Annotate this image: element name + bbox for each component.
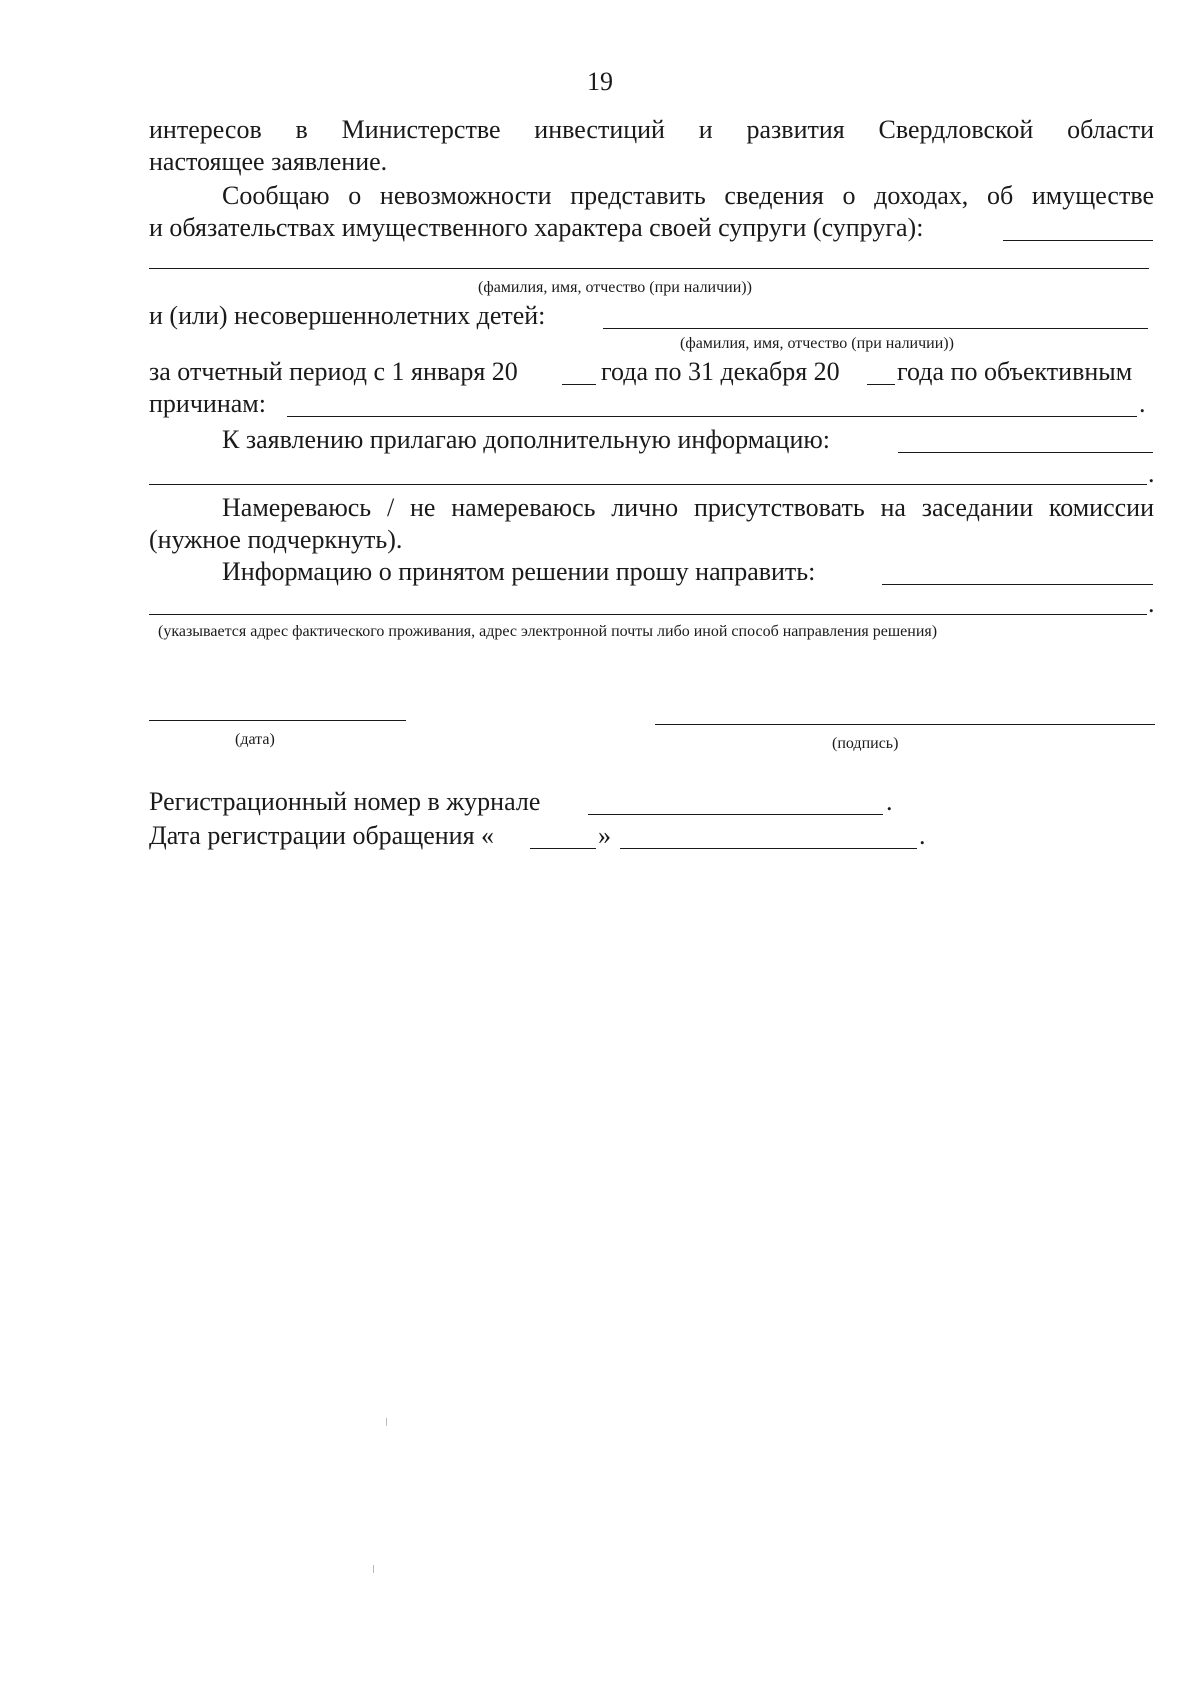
children-label: и (или) несовершеннолетних детей: bbox=[149, 301, 546, 330]
paragraph-line: и обязательствах имущественного характера своей супруги (супруга): bbox=[149, 213, 924, 242]
caption-fio: (фамилия, имя, отчество (при наличии)) bbox=[680, 335, 954, 352]
registration-number-blank[interactable] bbox=[588, 814, 883, 815]
registration-date-blank[interactable] bbox=[620, 848, 917, 849]
date-line[interactable] bbox=[149, 720, 406, 721]
scan-speck bbox=[373, 1565, 374, 1573]
period-text-a: за отчетный период с 1 января 20 bbox=[149, 357, 518, 386]
caption-address: (указывается адрес фактического проживания, адрес электронной почты либо иной способ направления решения) bbox=[158, 623, 938, 640]
attach-line[interactable] bbox=[149, 484, 1147, 485]
scan-speck bbox=[386, 1418, 387, 1426]
registration-date-label: Дата регистрации обращения « bbox=[149, 821, 495, 850]
registration-day-blank[interactable] bbox=[530, 848, 596, 849]
period-dot: . bbox=[1139, 389, 1146, 418]
send-blank[interactable] bbox=[882, 584, 1153, 585]
date-caption: (дата) bbox=[235, 731, 275, 748]
caption-fio: (фамилия, имя, отчество (при наличии)) bbox=[478, 279, 752, 296]
signature-line[interactable] bbox=[655, 724, 1155, 725]
paragraph-line: интересов в Министерстве инвестиций и развития Свердловской области bbox=[149, 115, 1154, 144]
paragraph-line: Намереваюсь / не намереваюсь лично присутствовать на заседании комиссии bbox=[222, 493, 1154, 522]
registration-number-dot: . bbox=[886, 787, 893, 816]
period-year-start-blank[interactable] bbox=[562, 384, 596, 385]
reasons-label: причинам: bbox=[149, 389, 266, 418]
spouse-name-line[interactable] bbox=[149, 268, 1149, 269]
paragraph-line: (нужное подчеркнуть). bbox=[149, 525, 403, 554]
send-dot: . bbox=[1148, 589, 1155, 618]
reasons-blank[interactable] bbox=[287, 416, 1137, 417]
registration-date-quote: » bbox=[598, 821, 611, 850]
period-text-b: года по 31 декабря 20 bbox=[601, 357, 840, 386]
send-line[interactable] bbox=[149, 614, 1147, 615]
registration-number-label: Регистрационный номер в журнале bbox=[149, 787, 541, 816]
paragraph-line: настоящее заявление. bbox=[149, 147, 388, 176]
registration-date-dot: . bbox=[919, 821, 926, 850]
send-label: Информацию о принятом решении прошу направить: bbox=[222, 557, 816, 586]
spouse-name-blank[interactable] bbox=[1003, 240, 1153, 241]
period-year-end-blank[interactable] bbox=[867, 384, 895, 385]
attach-blank[interactable] bbox=[898, 452, 1153, 453]
paragraph-line: Сообщаю о невозможности представить сведения о доходах, об имуществе bbox=[222, 181, 1154, 210]
period-text-c: года по объективным bbox=[897, 357, 1133, 386]
attach-dot: . bbox=[1148, 459, 1155, 488]
signature-caption: (подпись) bbox=[832, 735, 899, 752]
children-name-blank[interactable] bbox=[603, 328, 1148, 329]
attach-label: К заявлению прилагаю дополнительную информацию: bbox=[222, 425, 831, 454]
page-number: 19 bbox=[587, 67, 613, 96]
